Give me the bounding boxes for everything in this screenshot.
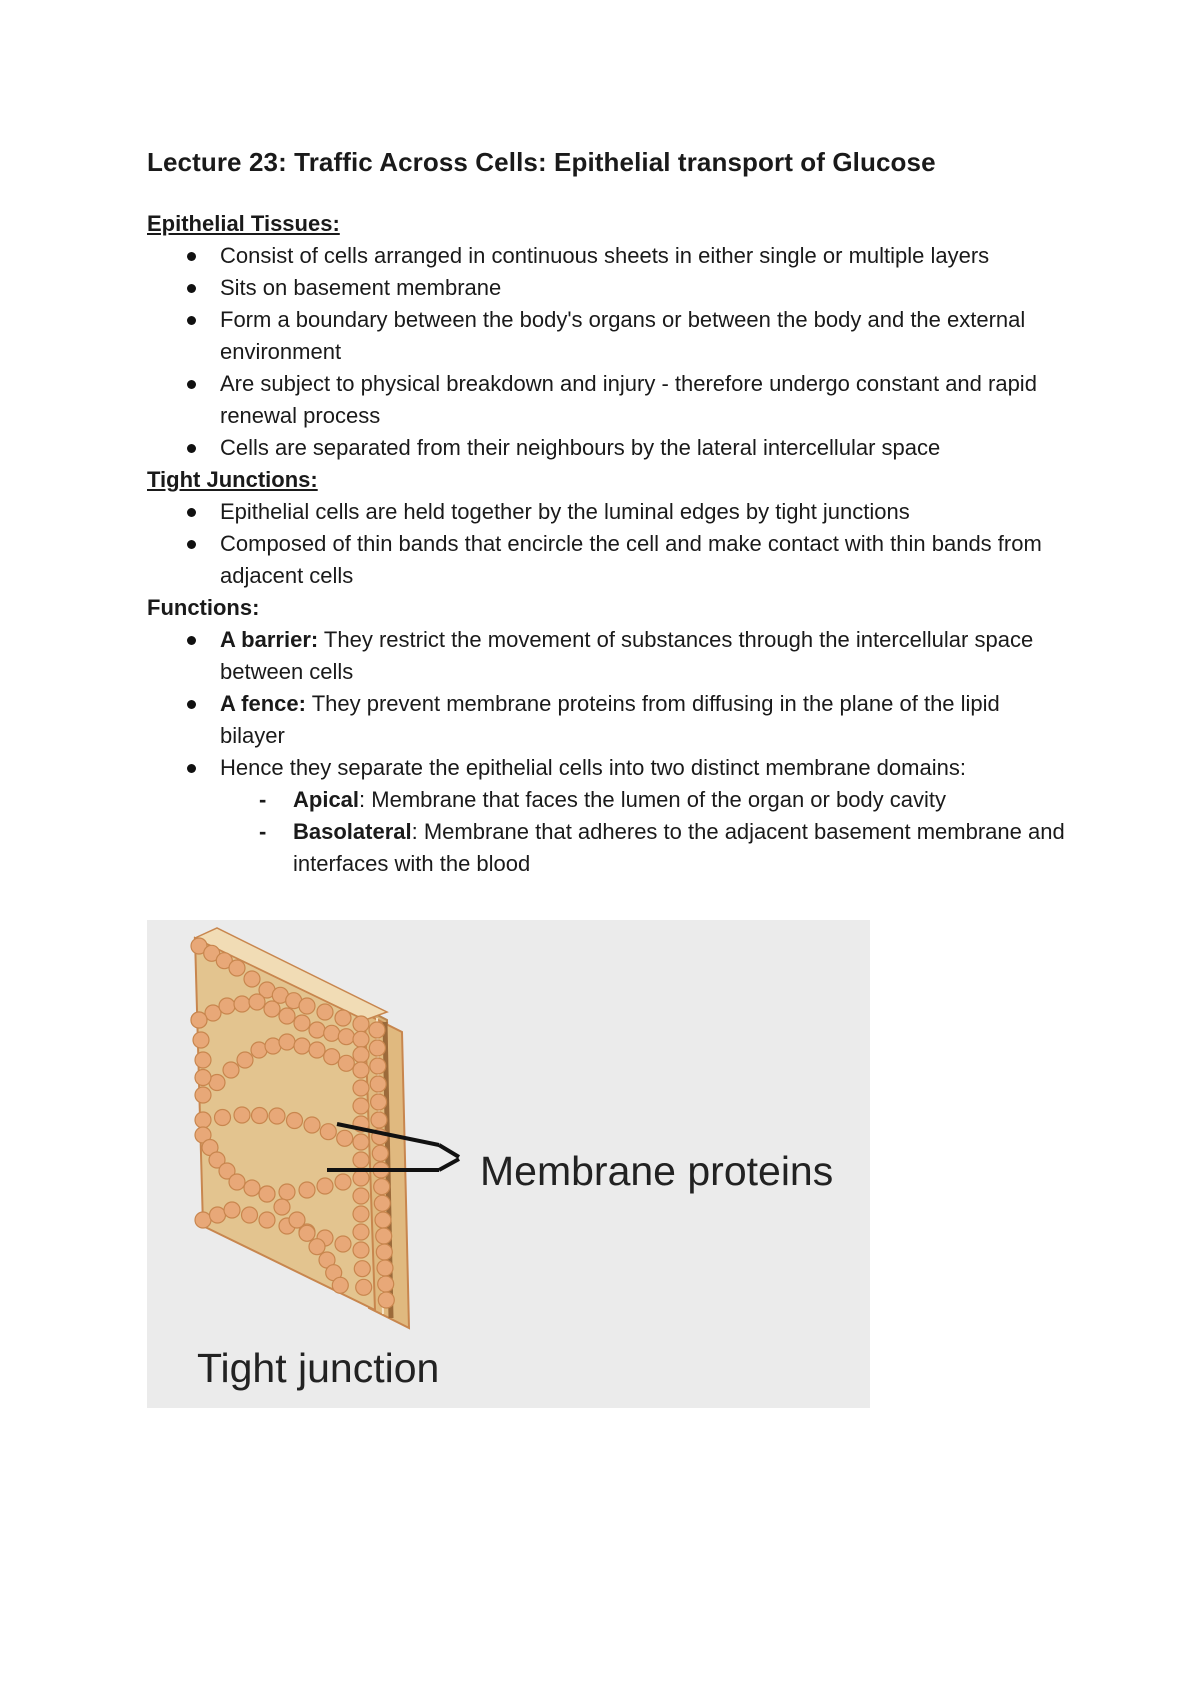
protein-bead [304,1117,320,1133]
protein-bead [353,1206,369,1222]
protein-bead [317,1004,333,1020]
protein-bead [242,1207,258,1223]
dash-icon: - [259,819,267,844]
functions-heading: Functions: [147,595,260,620]
protein-bead [317,1178,333,1194]
protein-bead [335,1236,351,1252]
protein-bead [224,1202,240,1218]
protein-bead [353,1016,369,1032]
protein-bead [374,1195,390,1211]
protein-bead [335,1174,351,1190]
bullet-icon [187,444,196,453]
functions-list [147,624,1067,784]
protein-bead [219,998,235,1014]
protein-bead [378,1276,394,1292]
list-item: Epithelial cells are held together by the luminal edges by tight junctions [147,496,1067,528]
protein-bead [370,1058,386,1074]
protein-bead [320,1124,336,1140]
epithelial-list [147,240,1067,464]
bullet-icon [187,316,196,325]
protein-bead [338,1055,354,1071]
protein-bead [369,1040,385,1056]
protein-bead [378,1292,394,1308]
protein-bead [195,1212,211,1228]
protein-bead [371,1094,387,1110]
bullet-icon [187,540,196,549]
membrane-proteins-label: Membrane proteins [480,1148,834,1194]
list-item: A fence: They prevent membrane proteins from diffusing in the plane of the lipid bilayer [147,688,1067,752]
list-item: A barrier: They restrict the movement of substances through the intercellular space between cells [147,624,1067,688]
protein-bead [354,1261,370,1277]
protein-bead [299,1182,315,1198]
protein-bead [294,1015,310,1031]
protein-bead [338,1029,354,1045]
bullet-icon [187,284,196,293]
protein-bead [376,1228,392,1244]
protein-bead [309,1022,325,1038]
bullet-icon [187,764,196,773]
bullet-icon [187,700,196,709]
lecture-title: Lecture 23: Traffic Across Cells: Epithelial transport of Glucose [147,147,936,177]
protein-bead [299,998,315,1014]
list-item: Hence they separate the epithelial cells into two distinct membrane domains: [147,752,1067,784]
list-item: - Apical: Membrane that faces the lumen of the organ or body cavity [147,784,1067,816]
protein-bead [299,1225,315,1241]
protein-bead [377,1260,393,1276]
protein-bead [309,1042,325,1058]
tight-junction-label: Tight junction [197,1345,440,1391]
protein-bead [335,1010,351,1026]
protein-bead [259,1186,275,1202]
list-item: Are subject to physical breakdown and injury - therefore undergo constant and rapid renewal process [147,368,1067,432]
list-item: Form a boundary between the body's organs or between the body and the external environment [147,304,1067,368]
list-item: Cells are separated from their neighbours by the lateral intercellular space [147,432,1067,464]
protein-bead [269,1108,285,1124]
protein-bead [274,1199,290,1215]
protein-bead [234,996,250,1012]
tight-junction-figure [147,920,870,1408]
tight-junctions-heading: Tight Junctions: [147,467,318,492]
protein-bead [353,1170,369,1186]
protein-bead [353,1062,369,1078]
protein-bead [287,1113,303,1129]
protein-bead [324,1025,340,1041]
protein-bead [195,1070,211,1086]
protein-bead [353,1080,369,1096]
protein-bead [279,1034,295,1050]
membrane-domains-list [147,784,1067,880]
protein-bead [193,1032,209,1048]
list-item: Sits on basement membrane [147,272,1067,304]
protein-bead [237,1052,253,1068]
bullet-icon [187,636,196,645]
protein-bead [229,960,245,976]
protein-bead [309,1239,325,1255]
protein-bead [353,1152,369,1168]
protein-bead [353,1188,369,1204]
protein-bead [252,1108,268,1124]
protein-bead [289,1212,305,1228]
bullet-icon [187,508,196,517]
protein-bead [223,1062,239,1078]
protein-bead [337,1130,353,1146]
protein-bead [353,1098,369,1114]
protein-bead [279,1184,295,1200]
list-item: - Basolateral: Membrane that adheres to the adjacent basement membrane and interfaces with the blood [147,816,1067,880]
protein-bead [372,1145,388,1161]
protein-bead [191,1012,207,1028]
protein-bead [195,1052,211,1068]
protein-bead [229,1174,245,1190]
protein-bead [244,1180,260,1196]
protein-bead [353,1047,369,1063]
protein-bead [375,1212,391,1228]
tight-junctions-list [147,496,1067,592]
protein-bead [249,994,265,1010]
protein-bead [195,1112,211,1128]
protein-bead [353,1031,369,1047]
protein-bead [244,971,260,987]
dash-icon: - [259,787,267,812]
list-item: Consist of cells arranged in continuous sheets in either single or multiple layers [147,240,1067,272]
bullet-icon [187,252,196,261]
protein-bead [353,1224,369,1240]
protein-bead [376,1244,392,1260]
protein-bead [324,1049,340,1065]
protein-bead [332,1277,348,1293]
protein-bead [370,1076,386,1092]
protein-bead [353,1242,369,1258]
protein-bead [215,1110,231,1126]
protein-bead [294,1038,310,1054]
protein-bead [264,1001,280,1017]
bullet-icon [187,380,196,389]
protein-bead [353,1134,369,1150]
protein-bead [369,1022,385,1038]
epithelial-heading: Epithelial Tissues: [147,211,340,236]
list-item: Composed of thin bands that encircle the cell and make contact with thin bands from adjacent cells [147,528,1067,592]
protein-bead [234,1107,250,1123]
protein-bead [371,1112,387,1128]
protein-bead [259,1212,275,1228]
document-body [147,144,1067,880]
protein-bead [374,1179,390,1195]
protein-bead [210,1207,226,1223]
protein-bead [195,1087,211,1103]
protein-bead [279,1008,295,1024]
protein-bead [356,1279,372,1295]
